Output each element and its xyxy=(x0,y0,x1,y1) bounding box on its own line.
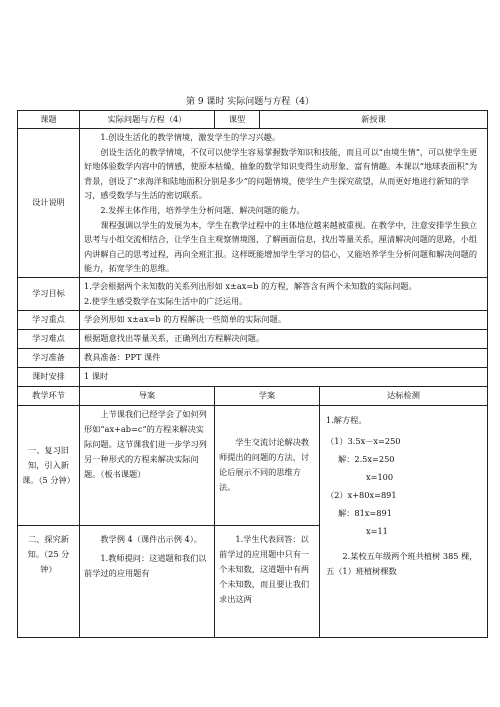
label-design: 设计说明 xyxy=(18,129,80,278)
goal-1: 1.学会根据两个未知数的关系列出形如 x±ax=b 的方程，解答含有两个未知数的实际问题。 xyxy=(84,280,417,291)
goal-2: 2.使学生感受数学在实际生活中的广泛运用。 xyxy=(84,295,248,306)
stage-2: 二、探究新知。（25 分钟） xyxy=(18,525,80,637)
header-check: 达标检测 xyxy=(320,386,488,405)
type-value: 新授课 xyxy=(260,111,488,129)
label-schedule: 课时安排 xyxy=(18,367,80,386)
schedule-value: 1 课时 xyxy=(80,367,488,386)
label-key: 学习重点 xyxy=(18,310,80,329)
header-study: 学案 xyxy=(215,386,320,405)
design-point-2: 2.发挥主体作用，培养学生分析问题、解决问题的能力。 xyxy=(100,204,305,215)
check-line-5: 解：81x=891 xyxy=(338,507,392,518)
label-type: 课型 xyxy=(215,111,260,129)
design-point-1: 1.创设生活化的教学情境，激发学生的学习兴趣。 xyxy=(100,132,281,142)
key-value: 学会列形如 x±ax=b 的方程解决一些简单的实际问题。 xyxy=(80,310,488,329)
page-title: 第 9 课时 实际问题与方程（4） xyxy=(185,97,315,107)
header-guide: 导案 xyxy=(80,386,215,405)
check-line-2: 解：2.5x=250 xyxy=(338,453,395,464)
check-line-6: x=11 xyxy=(366,525,388,536)
stage-1: 一、复习旧知，引入新课。（5 分钟） xyxy=(18,405,80,525)
study-2: 1.学生代表回答：以前学过的应用题中只有一个未知数，这道题中有两个未知数，而且要让我们求出这两 xyxy=(215,525,320,637)
check-question-2: 2.某校五年级两个班共植树 385 棵，五（1）班植树棵数 xyxy=(326,550,478,576)
check-cell xyxy=(320,405,488,637)
design-text-1: 创设生活化的教学情境，不仅可以使学生容易掌握数学知识和技能，而且可以“由境生情”，可以使学生更好地体验数学内容中的情感，使原本枯燥、抽象的数学知识变得生动形象、富有情趣。本课以“地球表面积”为背景，创设了“求海洋和陆地面积分别是多少”的问题情境，使学生产生探究欲望，从而更好地进行新知的学习，感受数学与生活的密切联系。 xyxy=(84,146,478,201)
check-line-3: x=100 xyxy=(366,471,394,482)
check-title: 1.解方程。 xyxy=(326,414,367,425)
goals-content xyxy=(80,277,488,310)
design-text-2: 课程强调以学生的发展为本，学生在教学过程中的主体地位越来越被重视。在教学中，注意安排学生独立思考与小组交流相结合，让学生自主观察情境图，了解画面信息，找出等量关系，厘清解决问题的思路，小组内讲解自己的思考过程，再向全班汇报。这样既能增加学生学习的信心，又能培养学生分析问题和解决问题的能力，拓宽学生的思维。 xyxy=(84,219,478,274)
header-stage: 教学环节 xyxy=(18,386,80,405)
label-difficulty: 学习难点 xyxy=(18,329,80,348)
label-prep: 学习准备 xyxy=(18,348,80,367)
guide-2: 教学例 4（课件出示例 4）。 1.教师提问：这道题和我们以前学过的应用题有 xyxy=(80,525,215,637)
difficulty-value: 根据题意找出等量关系，正确列出方程解决问题。 xyxy=(80,329,488,348)
topic-value: 实际问题与方程（4） xyxy=(80,111,215,129)
design-content xyxy=(80,129,488,278)
check-line-4: （2）x+80x=891 xyxy=(326,489,397,500)
label-goals: 学习目标 xyxy=(18,277,80,310)
check-line-1: （1）3.5x－x=250 xyxy=(326,435,401,446)
prep-value: 教具准备：PPT 课件 xyxy=(80,348,488,367)
guide-1: 上节课我们已经学会了如何列形如“ax+ab=c”的方程来解决实际问题。这节课我们进一步学习列另一种形式的方程来解决实际问题。（板书课题） xyxy=(80,405,215,525)
label-topic: 课题 xyxy=(18,111,80,129)
lesson-plan-table xyxy=(17,110,488,638)
study-1: 学生交流讨论解决教师提出的问题的方法，讨论后展示不同的思维方法。 xyxy=(215,405,320,525)
